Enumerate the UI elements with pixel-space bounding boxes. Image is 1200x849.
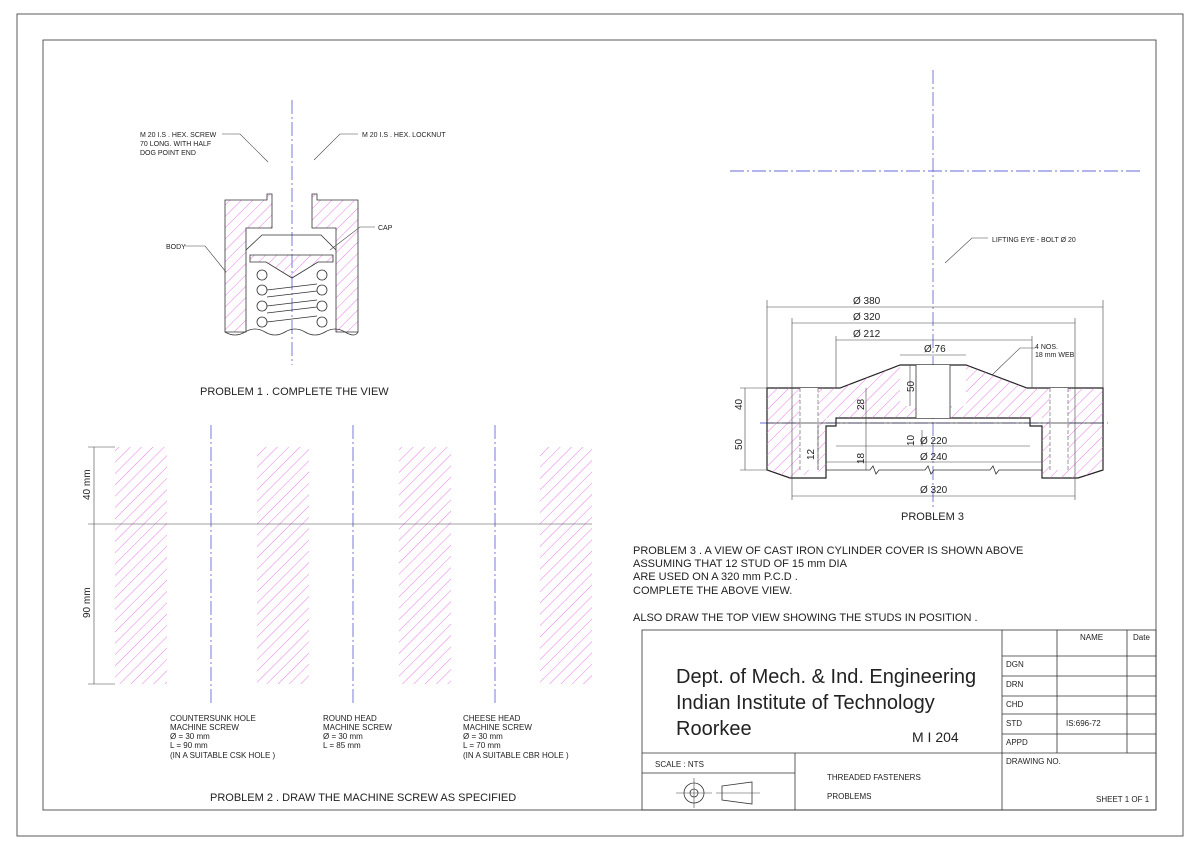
svg-text:MACHINE SCREW: MACHINE SCREW [463,723,532,732]
row-chd: CHD [1006,700,1024,709]
p3-dim-40: 40 [734,398,745,410]
col-date-header: Date [1133,633,1150,642]
p1-body-label: BODY [166,244,186,251]
problem1-drawing [185,100,375,365]
p3-dim-d380: Ø 380 [853,296,881,307]
svg-text:(IN A SUITABLE CBR HOLE ): (IN A SUITABLE CBR HOLE ) [463,751,569,760]
dept-line-1: Dept. of Mech. & Ind. Engineering [676,666,977,688]
p3-web-label-2: 18 mm WEB [1035,352,1075,359]
p2-caption: PROBLEM 2 . DRAW THE MACHINE SCREW AS SPECIFIED [210,792,517,804]
p1-locknut-label: M 20 I.S . HEX. LOCKNUT [362,132,446,139]
row-dgn: DGN [1006,660,1024,669]
svg-text:Ø = 30 mm: Ø = 30 mm [170,732,210,741]
svg-text:L = 70 mm: L = 70 mm [463,741,501,750]
svg-text:Ø = 30 mm: Ø = 30 mm [463,732,503,741]
p1-screw-label-2: 70 LONG. WITH HALF [140,141,212,148]
svg-text:Ø = 30 mm: Ø = 30 mm [323,732,363,741]
svg-text:ASSUMING THAT 12 STUD OF 15 mm: ASSUMING THAT 12 STUD OF 15 mm DIA [633,558,847,570]
col-name-header: NAME [1080,633,1104,642]
p3-dim-d212: Ø 212 [853,329,881,340]
svg-text:MACHINE SCREW: MACHINE SCREW [170,723,239,732]
p1-caption: PROBLEM 1 . COMPLETE THE VIEW [200,386,389,398]
row-drn: DRN [1006,680,1024,689]
p3-problem-text [633,545,1023,624]
svg-text:ARE USED ON A 320 mm P.C.D .: ARE USED ON A 320 mm P.C.D . [633,571,798,583]
problem2-drawing [88,425,592,705]
svg-text:ALSO DRAW THE TOP VIEW SHOWING: ALSO DRAW THE TOP VIEW SHOWING THE STUDS IN POSITION . [633,612,978,624]
inner-border [43,40,1156,810]
p2-dim-40: 40 mm [82,469,93,500]
p1-screw-label-1: M 20 I.S . HEX. SCREW [140,132,217,139]
svg-text:ROUND HEAD: ROUND HEAD [323,714,377,723]
p3-dim-18: 18 [856,452,867,464]
drawing-no-label: DRAWING NO. [1006,757,1061,766]
svg-text:PROBLEM 3 . A VIEW OF CAST IRO: PROBLEM 3 . A VIEW OF CAST IRON CYLINDER COVER IS SHOWN ABOVE [633,545,1024,557]
p3-caption: PROBLEM 3 [901,511,964,523]
p3-lifting-eye-label: LIFTING EYE - BOLT Ø 20 [992,237,1076,244]
drawing-title-2: PROBLEMS [827,792,872,801]
p3-dim-50-center: 50 [906,380,917,392]
svg-text:CHEESE HEAD: CHEESE HEAD [463,714,521,723]
svg-text:MACHINE SCREW: MACHINE SCREW [323,723,392,732]
p3-dim-28: 28 [856,398,867,410]
p1-screw-label-3: DOG POINT END [140,150,196,157]
p3-dim-10: 10 [906,434,917,446]
svg-text:L = 85 mm: L = 85 mm [323,741,361,750]
row-appd: APPD [1006,738,1028,747]
p3-dim-d320-bottom: Ø 320 [920,485,948,496]
row-std: STD [1006,719,1022,728]
p2-screw1-spec [170,714,276,760]
p3-dim-12: 12 [806,448,817,460]
p2-screw3-spec [463,714,569,760]
svg-text:L = 90 mm: L = 90 mm [170,741,208,750]
p1-cap-label: CAP [378,225,393,232]
sheet-number: SHEET 1 OF 1 [1096,795,1150,804]
std-value: IS:696-72 [1066,719,1101,728]
p3-web-label-1: 4 NOS. [1035,344,1058,351]
svg-text:COMPLETE THE ABOVE VIEW.: COMPLETE THE ABOVE VIEW. [633,585,793,597]
dept-line-3: Roorkee [676,718,752,740]
p3-dim-d220: Ø 220 [920,436,948,447]
dept-line-2: Indian Institute of Technology [676,692,935,714]
p2-screw2-spec [323,714,392,750]
p3-dim-d76: Ø 76 [924,344,946,355]
p3-dim-d240: Ø 240 [920,452,948,463]
scale-label: SCALE : NTS [655,760,704,769]
course-code: M I 204 [912,729,959,745]
p2-dim-90: 90 mm [82,587,93,618]
p3-dim-50-left: 50 [734,438,745,450]
p3-dim-d320-top: Ø 320 [853,312,881,323]
svg-text:COUNTERSUNK HOLE: COUNTERSUNK HOLE [170,714,256,723]
drawing-title-1: THREADED FASTENERS [827,773,921,782]
svg-text:(IN A SUITABLE CSK HOLE ): (IN A SUITABLE CSK HOLE ) [170,751,276,760]
